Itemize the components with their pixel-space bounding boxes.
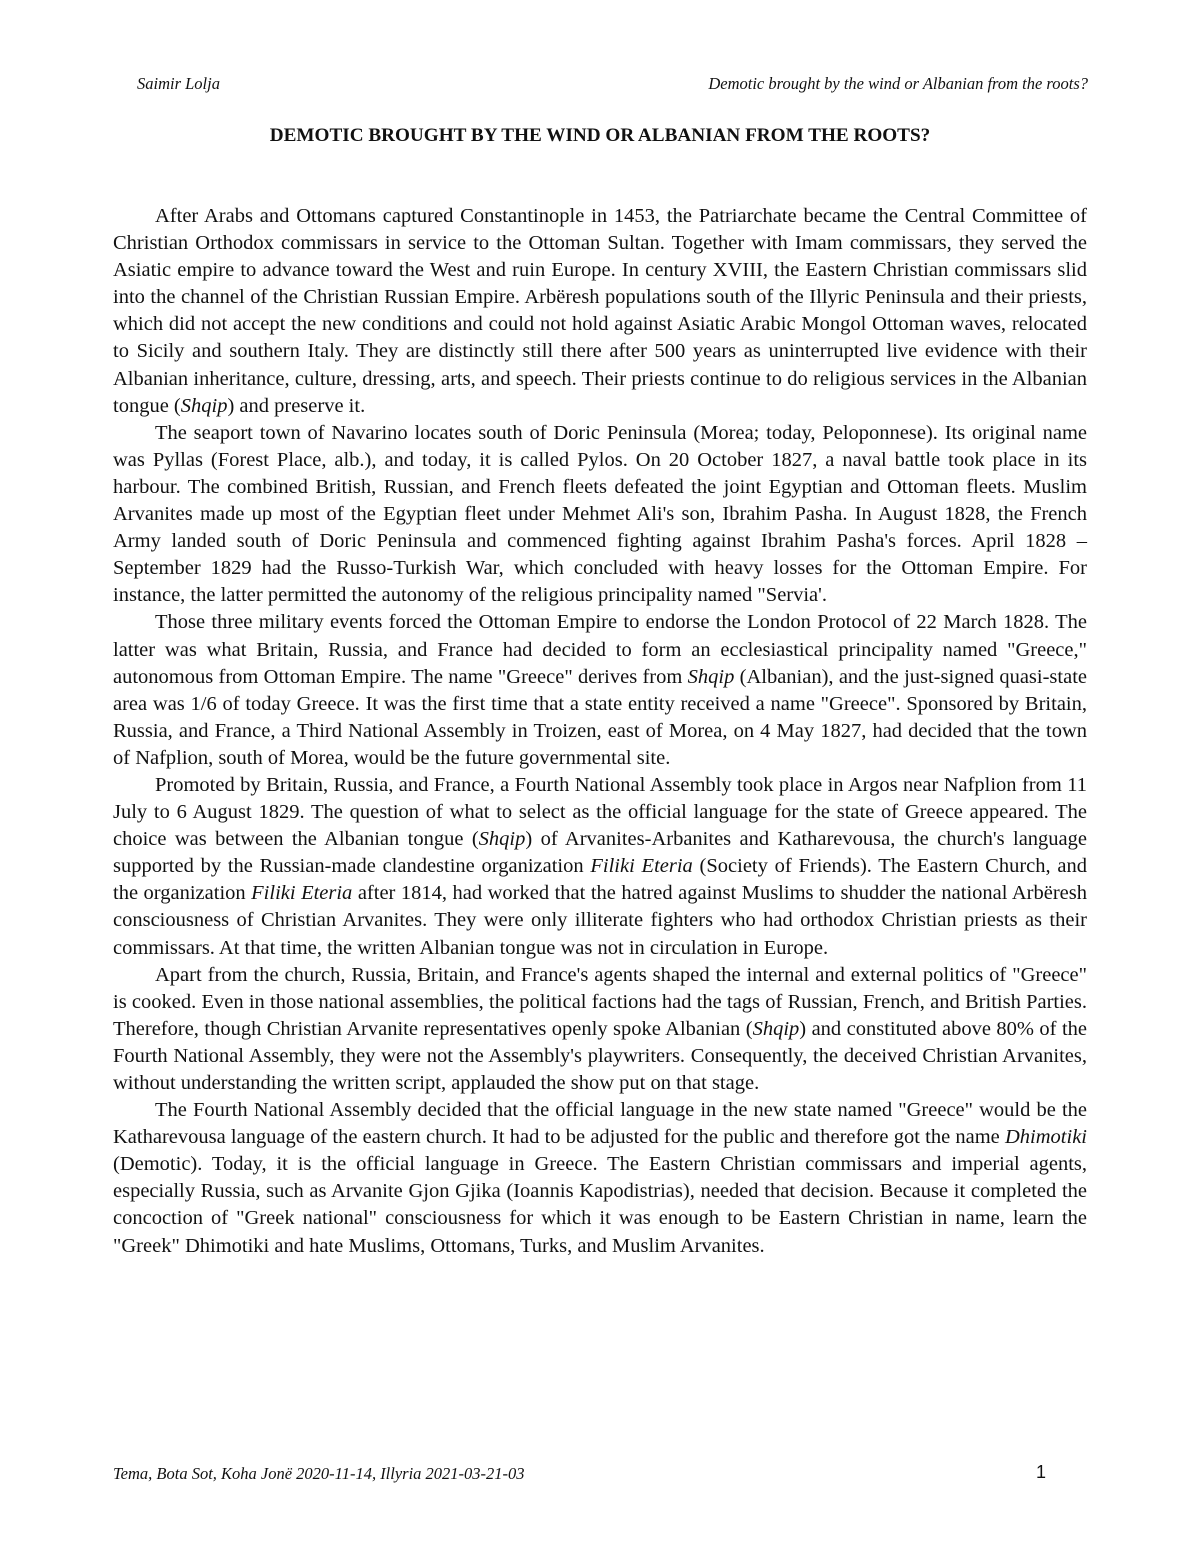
text-run: ) and preserve it. [227, 394, 366, 417]
text-run: (Society of Friends). The Eastern Church, and the organization [113, 855, 1087, 905]
text-run: ) and constituted above 80% of the Fourth National Assembly, they were not the Assembly's playwriters. Consequently, the deceived Christian Arvanites, without understanding the written script, applauded the show put on that stage. [113, 1017, 1087, 1094]
italic-term: Shqip [180, 394, 228, 417]
italic-term: Filiki Eteria [251, 882, 353, 905]
text-run: Apart from the church, Russia, Britain, and France's agents shaped the internal and external politics of "Greece" is cooked. Even in those national assemblies, the political factions had the tags of Russian, French, and British Parties. Therefore, though Christian Arvanite representatives openly spoke Albanian ( [113, 963, 1087, 1040]
header-short-title: Demotic brought by the wind or Albanian from the roots? [708, 74, 1088, 93]
italic-term: Shqip [478, 828, 526, 851]
text-run: After Arabs and Ottomans captured Constantinople in 1453, the Patriarchate became the Central Committee of Christian Orthodox commissars in service to the Ottoman Sultan. Together with Imam commissars, they served the Asiatic empire to advance toward the West and ruin Europe. In century XVIII, the Eastern Christian commissars slid into the channel of the Christian Russian Empire. Arbëresh populations south of the Illyric Peninsula and their priests, which did not accept the new conditions and could not hold against Asiatic Arabic Mongol Ottoman waves, relocated to Sicily and southern Italy. They are distinctly still there after 500 years as uninterrupted live evidence with their Albanian inheritance, culture, dressing, arts, and speech. Their priests continue to do religious services in the Albanian tongue ( [113, 205, 1087, 417]
text-run: The Fourth National Assembly decided that the official language in the new state named "Greece" would be the Katharevousa language of the eastern church. It had to be adjusted for the public and therefore got the name [113, 1099, 1087, 1149]
italic-term: Shqip [752, 1017, 800, 1040]
italic-term: Dhimotiki [1005, 1126, 1087, 1149]
paragraph [113, 1097, 1087, 1260]
text-run: Promoted by Britain, Russia, and France, a Fourth National Assembly took place in Argos near Nafplion from 11 July to 6 August 1829. The question of what to select as the official language for the state of Greece appeared. The choice was between the Albanian tongue ( [113, 773, 1087, 851]
running-header [137, 72, 1088, 96]
header-author: Saimir Lolja [137, 74, 220, 93]
paragraph [113, 420, 1087, 610]
paragraph [113, 962, 1087, 1097]
text-run: (Albanian), and the just-signed quasi-state area was 1/6 of today Greece. It was the first time that a state entity received a name "Greece". Sponsored by Britain, Russia, and France, a Third National Assembly in Troizen, east of Morea, on 4 May 1827, had decided that the town of Nafplion, south of Morea, would be the future governmental site. [113, 665, 1087, 769]
italic-term: Filiki Eteria [590, 855, 693, 878]
text-run: The seaport town of Navarino locates south of Doric Peninsula (Morea; today, Peloponnese). Its original name was Pyllas (Forest Place, alb.), and today, it is called Pylos. On 20 October 1827, a naval battle took place in its harbour. The combined British, Russian, and French fleets defeated the joint Egyptian and Ottoman fleets. Muslim Arvanites made up most of the Egyptian fleet under Mehmet Ali's son, Ibrahim Pasha. In August 1828, the French Army landed south of Doric Peninsula and commenced fighting against Ibrahim Pasha's forces. April 1828 – September 1829 had the Russo-Turkish War, which concluded with heavy losses for the Ottoman Empire. For instance, the latter permitted the autonomy of the religious principality named "Servia'. [113, 421, 1087, 607]
italic-term: Shqip [687, 665, 735, 688]
page-number: 1 [1036, 1462, 1047, 1482]
paragraph [113, 203, 1087, 420]
footer-source: Tema, Bota Sot, Koha Jonë 2020-11-14, Illyria 2021-03-21-03 [113, 1464, 525, 1483]
text-run: (Demotic). Today, it is the official language in Greece. The Eastern Christian commissars and imperial agents, especially Russia, such as Arvanite Gjon Gjika (Ioannis Kapodistrias), needed that decision. Because it completed the concoction of "Greek national" consciousness for which it was enough to be Eastern Christian in name, learn the "Greek" Dhimotiki and hate Muslims, Ottomans, Turks, and Muslim Arvanites. [113, 1153, 1087, 1257]
text-run: after 1814, had worked that the hatred against Muslims to shudder the national Arbëresh consciousness of Christian Arvanites. They were only illiterate fighters who had orthodox Christian priests as their commissars. At that time, the written Albanian tongue was not in circulation in Europe. [113, 882, 1087, 959]
paragraph [113, 772, 1087, 962]
text-run: Those three military events forced the Ottoman Empire to endorse the London Protocol of 22 March 1828. The latter was what Britain, Russia, and France had decided to form an ecclesiastical principality named "Greece," autonomous from Ottoman Empire. The name "Greece" derives from [113, 611, 1087, 688]
article-body [113, 203, 1087, 1260]
document-title: DEMOTIC BROUGHT BY THE WIND OR ALBANIAN FROM THE ROOTS? [269, 125, 931, 146]
text-run: ) of Arvanites-Arbanites and Katharevousa, the church's language supported by the Russian-made clandestine organization [113, 828, 1087, 878]
paragraph [113, 609, 1087, 772]
